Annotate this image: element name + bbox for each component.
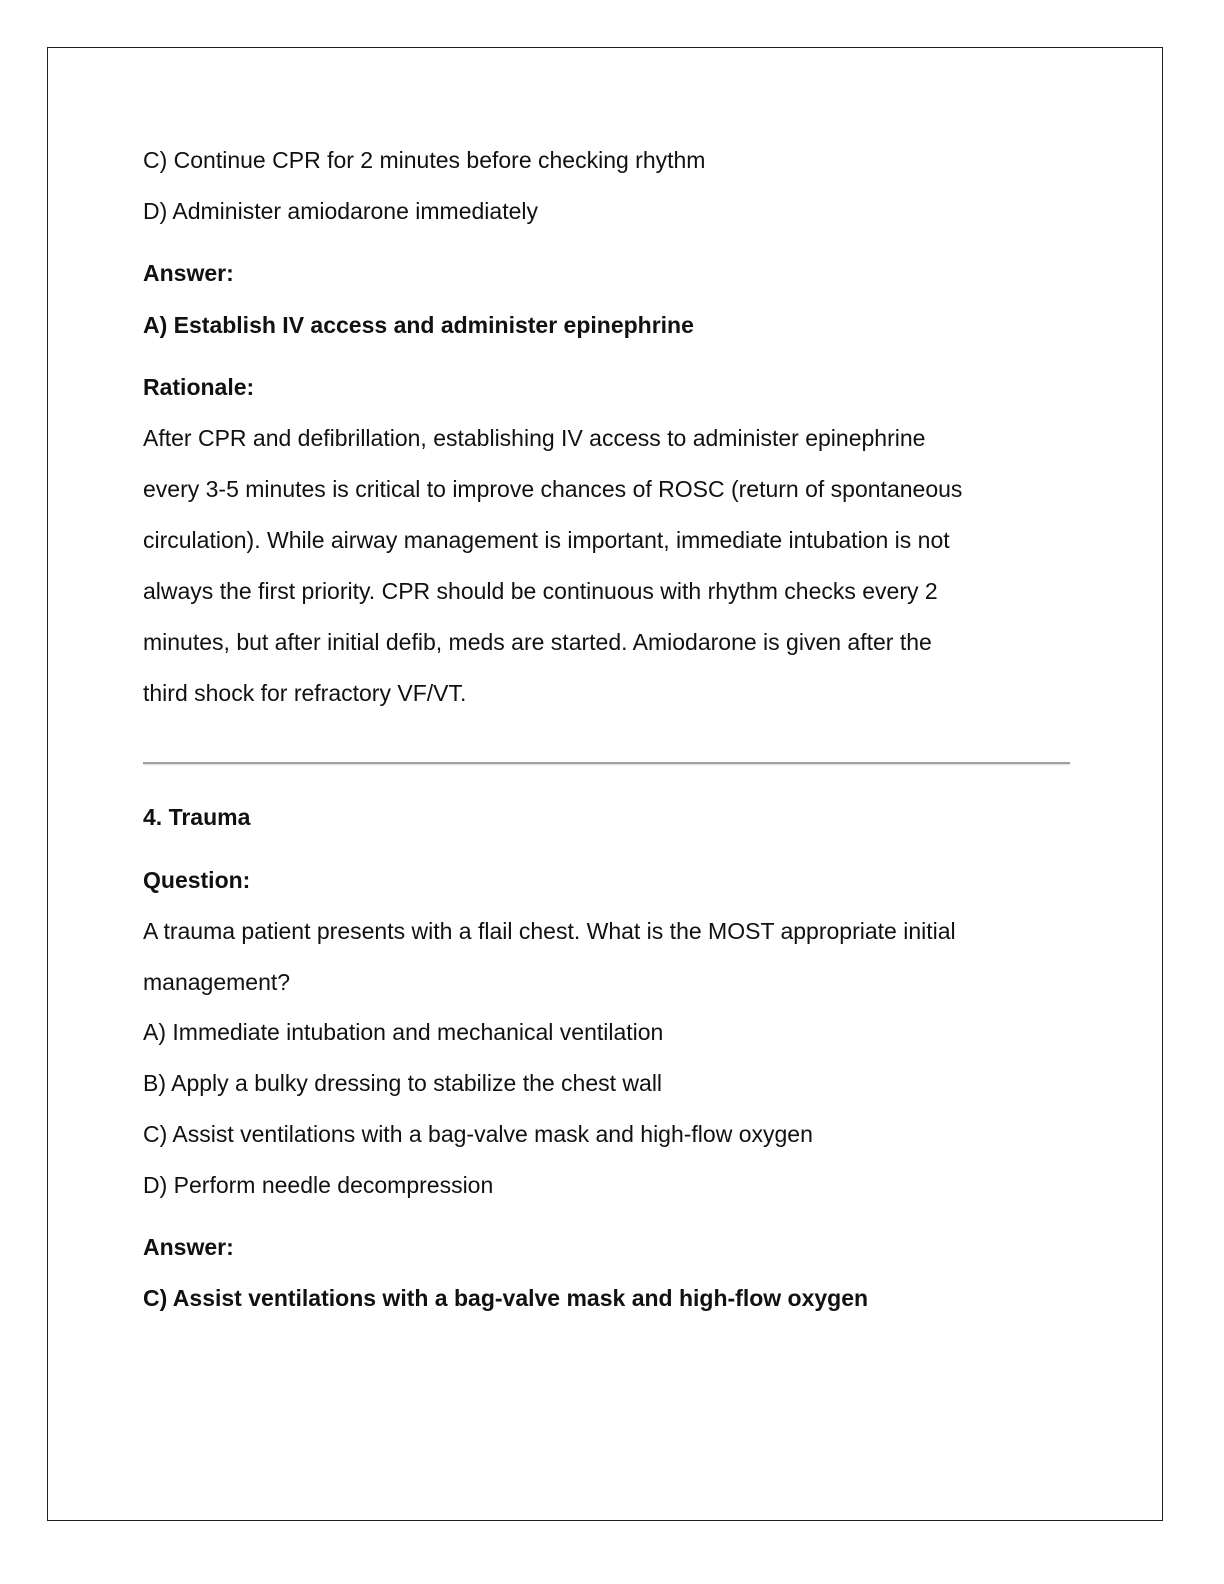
rationale-line: every 3-5 minutes is critical to improve chances of ROSC (return of spontaneous <box>143 476 963 502</box>
rationale-line: After CPR and defibrillation, establishing IV access to administer epinephrine <box>143 425 926 451</box>
rationale-line: circulation). While airway management is important, immediate intubation is not <box>143 527 950 553</box>
rationale-line: always the first priority. CPR should be continuous with rhythm checks every 2 <box>143 578 938 604</box>
question-line: management? <box>143 969 291 995</box>
option-c: C) Continue CPR for 2 minutes before checking rhythm <box>143 147 706 173</box>
rationale-line: minutes, but after initial defib, meds are started. Amiodarone is given after the <box>143 629 932 655</box>
question-line: A trauma patient presents with a flail chest. What is the MOST appropriate initial <box>143 918 956 944</box>
option-item: D) Perform needle decompression <box>143 1172 494 1198</box>
rationale-line: third shock for refractory VF/VT. <box>143 680 467 706</box>
rationale-label: Rationale: <box>143 374 255 400</box>
answer-label: Answer: <box>143 260 234 286</box>
option-item: A) Immediate intubation and mechanical ventilation <box>143 1019 664 1045</box>
answer-label: Answer: <box>143 1234 234 1260</box>
answer-text: A) Establish IV access and administer epinephrine <box>143 312 694 338</box>
section-heading: 4. Trauma <box>143 804 251 830</box>
option-item: C) Assist ventilations with a bag-valve mask and high-flow oxygen <box>143 1121 813 1147</box>
answer-text: C) Assist ventilations with a bag-valve mask and high-flow oxygen <box>143 1285 869 1311</box>
option-item: B) Apply a bulky dressing to stabilize the chest wall <box>143 1070 663 1096</box>
section-divider <box>143 762 1070 764</box>
option-d: D) Administer amiodarone immediately <box>143 198 538 224</box>
question-label: Question: <box>143 867 251 893</box>
